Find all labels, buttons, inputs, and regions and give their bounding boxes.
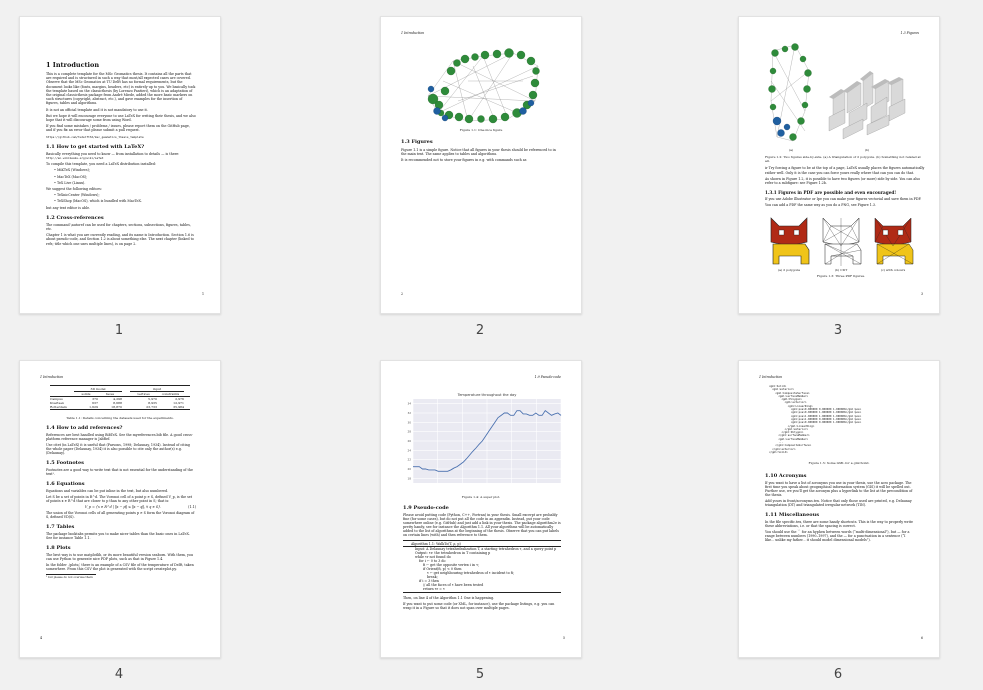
page-footer-number: 1 [202,292,205,296]
page-number-label: 6 [833,667,843,682]
code-line: <gml:Solid> [769,385,787,388]
y-tick-label: 32 [407,411,411,415]
link-text: http://en.wikibooks.org/wiki/LaTeX [46,156,104,161]
page-number-label: 3 [833,323,843,338]
code-line: </gml:exterior> [769,427,809,431]
paragraph: But we hope it will encourage everyone to use LaTeX for writing their thesis, and we also hope that it will discourage some from using Word. [46,113,196,123]
paragraph: The union of the Voronoi cells of all generating points p ∈ S form the Voronoi diagram of S, defined VD(S). [46,511,195,519]
subfigure-label: (a) [788,148,794,152]
code-line: <gml:surfaceMember> [769,437,809,441]
section-heading: 1.2 Cross-references [46,214,104,221]
y-tick-label: 34 [407,401,411,406]
figure-caption: Figure 1.3: Three PDF figures. [816,274,866,278]
algorithm-line: while τr not found do [415,555,451,559]
code-line: <gml:pos>1.000000 1.000000 1.000000</gml:pos> [769,414,862,418]
cat-polygons-figure-image [767,216,811,266]
subfigure-label: (b) [864,148,870,152]
paragraph: Let S be a set of points in R^d. The Voronoi cell of a point p ∈ S, defined V_p, is the set of points x ∈ R^d that are closer to p than to any other point in S; that is: [46,495,193,503]
code-line: </gml:Polygon> [769,431,804,435]
code-line: <gml:CompositeSurface> [769,391,810,395]
figure-caption: Figure 1.1: One nice figure [459,128,503,132]
algorithm-line: return τr = τ [423,587,445,591]
code-line: ... [769,441,784,445]
section-heading: 1.11 Miscellaneous [765,512,820,518]
mesh-subfigure-image [765,41,815,145]
running-header: 1.9 Pseudo-code [534,375,561,379]
section-heading: 1.5 Footnotes [46,460,84,466]
code-line: <gml:Polygon> [769,398,802,402]
page-thumbnail-5[interactable] [380,360,582,658]
paragraph: Figure 1.1 is a simple figure. Notice that all figures in your thesis should be referenced to in the main text. The same applies to tables and algorithms. [401,148,556,157]
page-footer-number: 6 [921,636,924,640]
paragraph: Equations and variables can be put inline in the text, but also numbered. [46,489,169,493]
section-heading: 1.3 Figures [401,139,433,145]
code-line: <gml:pos>0.000000 0.000000 1.000000</gml:pos> [769,408,862,412]
section-heading: 1.8 Plots [46,545,71,551]
code-line: </gml:LinearRing> [769,424,815,428]
section-heading: 1.1 How to get started with LaTeX? [46,143,145,150]
subfigure-label: (c) with colours [880,268,906,272]
code-line: </gml:surfaceMember> [769,434,810,438]
paragraph: This is a complete template for the MSc Geomatics thesis. It contains all the parts that are required and is structured in such a way that most/all expected cases are covered. Observe that the MSc Geomatics at TU Delft has no formal requirements, but the document looks like (fonts, margins, headers, etc) is entirely up to you. We basically took the template based on the classicthesis (by Lorenzo Pantieri), which is an adaptation of the original classicthesis package from André Miede, added the more basic markers on such structures (copyright, abstract, etc.), and gave examples for the insertion of figures, tables and algorithms. [46,72,196,106]
y-tick-label: 24 [407,448,411,453]
figure-caption: Figure 1.4: A super plot. [461,495,501,499]
section-heading: 1.6 Equations [46,481,85,487]
y-tick-label: 28 [407,429,411,434]
table-group-header: input [130,387,184,392]
page-number-label: 1 [114,323,124,338]
paragraph: The command \autoref can be used for chapters, sections, subsections, figures, tables, etc. [46,222,191,232]
algorithm-line: for i ← 0 to 3 do [419,559,446,563]
algorithm-line: break; [427,575,438,579]
table-group-header: 3D model [74,387,122,392]
code-line: <gml:LinearRing> [769,404,813,408]
city-model-subfigure-image [823,59,913,143]
paragraph: If you want to put some code (or XML, for instance), use the package listings, e.g. you can wrap it in a Figure so that it does not span over multiple pages. [403,602,555,610]
algorithm-line: Input: A Delaunay tetrahedralization T, a starting tetrahedron τ, and a query point p [415,547,557,551]
paragraph: Basically everything you need to know — from installation to details — is there: [46,151,180,156]
table-row: Campus 370 4,298 5,970 2,976 [50,397,184,401]
mesh-figure-image [423,41,543,125]
page-footer-number: 2 [401,292,404,296]
paragraph: If you want to have a list of acronyms you use in your thesis, use the acro package. The first time you speak about geographical information system (GIS) it will be spelled out. Further use, we you'll get the acronym plus a hyperlink to the list at the precondition of the thesis. [765,481,913,497]
paragraph: You can add a PDF the same way as you do a PNG, see Figure 1.3. [765,203,877,208]
running-header: 1 Introduction [40,375,64,379]
algorithm-line: if Orient(fi, p) < 0 then [423,567,462,571]
paragraph: References are best handled using BibTeX. See the myreferences.bib file. A good cross-platform reference manager is JabRef. [46,433,193,441]
list-item: • TeXShop (MacOS), which is bundled with MacTeX. [54,199,142,204]
algorithm-box [403,540,561,593]
list-item: • MacTeX (MacOS); [54,174,88,179]
code-listing [769,385,919,454]
y-tick-label: 30 [407,420,411,425]
paragraph: In the file specific.tex, there are some handy shortcuts. This is the way to properly write these abbreviations, i.e. or that the spacing is correct. [765,520,913,528]
page-thumbnail-4[interactable] [19,360,221,658]
list-item: • TeXnicCenter (Windows); [54,193,100,198]
running-header: 1.3 Figures [900,31,919,35]
section-heading: 1.10 Acronyms [765,473,807,479]
table-row: Kvartsen 637 8,688 8,935 12,971 [50,401,184,405]
page-thumbnail-6[interactable] [738,360,940,658]
paragraph: Footnotes are a good way to write text that is not essential for the understanding of the text¹. [46,468,193,476]
paragraph: To compile this template, you need a LaTeX distribution installed: [46,162,156,167]
paragraph: It is not an official template and it is not mandatory to use it. [46,107,148,112]
table-header-cell: vertices [137,392,150,396]
section-heading: 1.4 How to add references? [46,425,123,431]
data-table [50,385,190,410]
paragraph: but any text editor is able. [46,205,91,210]
code-line: <gml:pos>0.000000 1.000000 1.000000</gml:pos> [769,411,862,415]
code-line: <gml:exterior> [769,401,807,405]
temperature-line-chart [399,389,567,489]
paragraph: Please avoid putting code (Python, C++, Fortran) in your thesis. Small excerpt are probably fine (for some cases), but do not put all the code in an appendix. Instead, put your code somewhere online (e.g. GitHub) and just add a link in your thesis. The package algorithm2e is pretty handy, see for instance the Algorithm 1.1. All your algorithms will be automatically added to the list of algorithms at the beginning of the thesis. Observe that you can put labels on certain lines (with) and then reference to them. [403,513,561,537]
algorithm-line: fi ← get the opposite vertex i in τ; [423,563,480,567]
equation: V_p = {x ∈ R^d | ‖x − p‖ ≤ ‖x − q‖, ∀ q ∈ S}. [84,505,162,509]
paragraph: Then, on line 4 of the Algorithm 1.1 One is happening. [403,596,495,600]
section-heading: 1.7 Tables [46,524,75,530]
chart-title: Temperature throughout the day [457,393,517,397]
subsection-heading: 1.3.1 Figures in PDF are possible and even encouraged! [765,190,897,196]
page-number-label: 4 [114,667,124,682]
code-line: <gml:pos>1.000000 0.000000 1.000000</gml:pos> [769,417,862,421]
page-number-label: 2 [475,323,485,338]
equation-number: (1.1) [188,505,196,509]
paragraph: The package booktabs permits you to make nicer tables than the basic ones in LaTeX. See for instance Table 1.1. [46,532,190,540]
code-line: <gml:surfaceMember> [769,394,809,398]
section-heading: 1.9 Pseudo-code [403,505,449,511]
table-header-cell: constraints [161,392,180,396]
figure-caption: Figure 1.2: Two figures side-by-side. (a) A triangulation of 2 polygons. (b) Something not related at all. [765,155,921,164]
page-number-label: 5 [475,667,485,682]
cat-coloured-figure-image [871,216,915,266]
algorithm-line: Output: τr: the tetrahedron in T containing p [415,551,491,555]
paragraph: If you find some mistakes / problems / issues, please report them on the GitHub page, and if you fix an error that please submit a pull request. [46,124,190,133]
link-text: https://github.com/tudelft3d/msc_geomatics_thesis_template [46,134,144,139]
page-thumbnail-2[interactable] [380,16,582,314]
subfigure-label: (a) 2 polygons [777,268,801,272]
algorithm-line: τ ← get neighbouring tetrahedron of τ incident to fi; [427,571,515,575]
page-thumbnail-1[interactable] [19,16,221,314]
running-header: 1 Introduction [759,375,783,379]
list-item: • TeX Live (Linux). [54,180,86,185]
paragraph: As shown in Figure 1.2, it is possible to have two figures (or more) side by side. You can also refer to a subfigure: see Figure 1.2b. [765,176,921,186]
paragraph: ir Try forcing a figure to be at the top of a page, LaTeX usually places the figures automatically rather well. Only it is the case you can force yours really where that can you can do that. [765,166,925,175]
code-line: <gml:exterior> [769,388,794,392]
page-footer-number: 3 [921,292,924,296]
figure-caption: Figure 1.5: Some GML for a gml:Solid. [808,461,870,465]
table-header-cell [50,392,74,396]
running-header: 1 Introduction [401,31,425,35]
paragraph: Chapter 1 is what you are currently reading, and its name is Introduction. Section 1.6 is about pseudo-code, and Section 1.2 is about something else. The next chapter (linked to refs; title which one uses multiple lines), is on page 2. [46,233,194,246]
list-item: • MiKTeX (Windows); [54,168,90,173]
y-tick-label: 22 [407,457,411,462]
algorithm-line: if i = 3 then [419,579,439,583]
paragraph: Add yours in front/acronyms.tex. Notice that only those used are printed, e.g. Delaunay triangulation (DT) and triangulated irregular network (TIN). [765,499,912,507]
paragraph: If you use Adobe Illustrator or Ipe you can make your figures vectorial and save them in PDF. [765,197,922,202]
paragraph: You should use the `` for an hyphen between words (“multi-dimensional”), but — for a range between numbers (1990–1997), and the — for a punctuation in a sentence (“I like... unlike my father... it should model dimensional models”). [765,530,910,542]
code-line: </gml:Solid> [769,450,788,454]
page-footer-number: 5 [563,636,566,640]
subfigure-label: (b) CDT [834,268,848,272]
page-thumbnail-3[interactable] [738,16,940,314]
table-caption: Table 1.1: Details concerning the datasets used for the experiments. [66,416,174,420]
cat-cdt-figure-image [819,216,863,266]
algorithm-line: // all the faces of τ have been tested [423,583,484,587]
chapter-title: 1 Introduction [46,61,100,69]
paragraph: In the folder ./plots/, there is an example of a CSV file of the temperature of Delft, taken somewhere. From this CSV the plot is generated with the script createplot.py. [46,563,194,571]
table-header-cell: solids [81,392,91,396]
algorithm-title: Algorithm 1.1: WalkTo(T, ρ, p) [403,542,561,547]
y-tick-label: 26 [407,439,411,443]
table-header-cell: faces [105,392,115,396]
y-tick-label: 18 [407,476,411,481]
code-line: </gml:CompositeSurface> [769,444,812,448]
y-tick-label: 20 [407,467,411,471]
paragraph: Use citet (in LaTeX) it is useful that (Parsons, 1998; Delaunay, 1934). Instead of citing the whole paper (Delaunay, 1934) it is also possible to cite only the author(s) e.g. (Delaunay). [46,443,190,455]
table-row: Rotterdam 1,629 18,870 23,733 35,984 [50,405,190,410]
paragraph: It is recommended not to store your figures in e.g. with commands such as [401,158,527,163]
paragraph: The best way is to use matplotlib, or its more beautiful version seaborn. With them, you can use Python to generate nice PDF plots, such as that in Figure 1.4. [46,553,193,561]
code-line: </gml:exterior> [769,447,796,451]
footnote: ¹ but please do not overuse them [46,575,93,579]
paragraph: We suggest the following editors: [46,187,102,192]
page-footer-number: 4 [40,636,43,640]
code-line: <gml:pos>0.000000 0.000000 1.000000</gml:pos> [769,421,862,425]
